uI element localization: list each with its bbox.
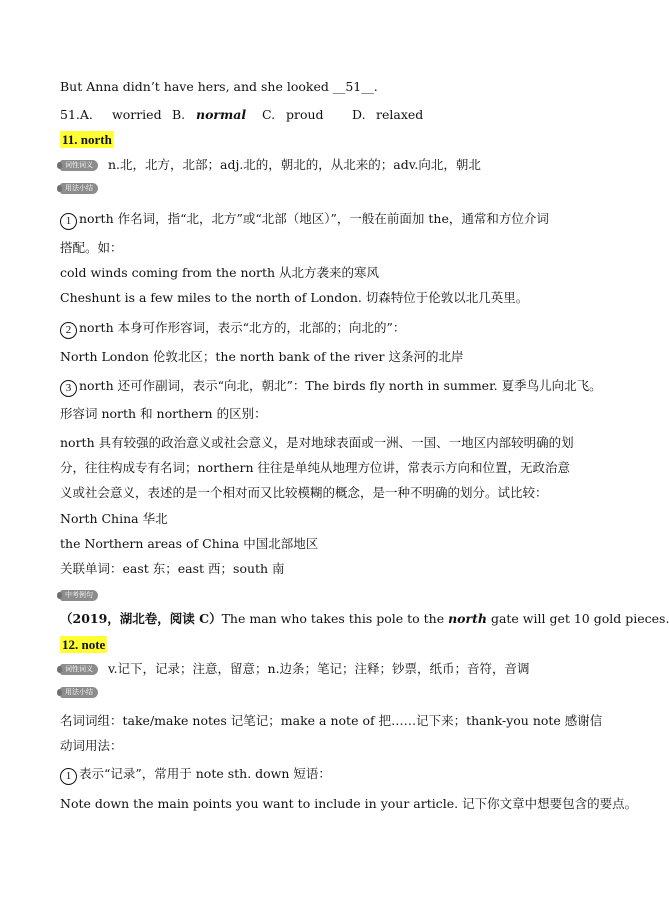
- exam-text-post: gate will get 10 gold pieces.: [486, 611, 669, 626]
- example-line: North China 华北: [60, 511, 168, 526]
- exam-badge-row: [60, 586, 98, 604]
- entry-heading-note: [60, 636, 107, 654]
- usage-1-text: 表示“记录”，常用于 note sth. down 短语：: [79, 766, 331, 781]
- usage-3-text: north 还可作副词，表示“向北，朝北”：The birds fly north in summer. 夏季鸟儿向北飞。: [79, 378, 602, 393]
- meaning-text: n.北，北方，北部；adj.北的，朝北的，从北来的；adv.向北，朝北: [107, 157, 481, 172]
- meaning-text: v.记下，记录；注意，留意；n.边条；笔记；注释；钞票，纸币；音符，音调: [107, 661, 530, 676]
- usage-2-text: north 本身可作形容词，表示“北方的，北部的；向北的”：: [79, 320, 406, 335]
- entry-heading-north: [60, 131, 114, 149]
- usage-badge: 用法小结: [60, 183, 98, 194]
- option-d-letter: D.: [352, 107, 366, 122]
- option-c-letter: C.: [262, 107, 276, 122]
- option-d: relaxed: [376, 107, 424, 122]
- difference-body: north 具有较强的政治意义或社会意义，是对地球表面或一洲、一国、一地区内部较明确的划分，往往构成专有名词；northern 往往是单纯从地理方位讲，常表示方向和位置，无政治意义或社会意义，表述的是一个相对而又比较模糊的概念，是一种不明确的划分。试比较：: [60, 435, 574, 500]
- option-b: normal: [196, 107, 247, 122]
- meaning-row: [60, 660, 530, 678]
- usage-3: [60, 377, 602, 397]
- answer-options: [60, 106, 423, 124]
- option-number: 51.A.: [60, 107, 93, 122]
- exam-keyword: north: [448, 611, 487, 626]
- usage-badge-row: [60, 179, 98, 197]
- heading-highlight: 12. note: [62, 637, 106, 652]
- usage-1: [60, 765, 331, 785]
- exam-badge: 中考例句: [60, 590, 98, 601]
- usage-2: [60, 319, 405, 339]
- exam-source: （2019，湖北卷，阅读 C）: [60, 611, 222, 626]
- example-line: Note down the main points you want to include in your article. 记下你文章中想要包含的要点。: [60, 796, 638, 811]
- heading-highlight: 11. north: [62, 132, 112, 147]
- usage-1-text: north 作名词，指“北，北方”或“北部（地区）”，一般在前面加 the，通常和方位介词: [79, 211, 549, 226]
- option-b-letter: B.: [172, 107, 186, 122]
- exam-sentence: [60, 610, 669, 628]
- example-line: North London 伦敦北区；the north bank of the river 这条河的北岸: [60, 349, 464, 364]
- circled-number-1: 1: [60, 768, 77, 785]
- meaning-badge: 词性词义: [60, 160, 98, 171]
- verb-usage-title: 动词用法：: [60, 738, 123, 753]
- usage-badge-row: [60, 683, 98, 701]
- example-line: the Northern areas of China 中国北部地区: [60, 536, 319, 551]
- usage-badge: 用法小结: [60, 687, 98, 698]
- option-a: worried: [112, 107, 162, 122]
- exam-text-pre: The man who takes this pole to the: [221, 611, 449, 626]
- example-line: cold winds coming from the north 从北方袭来的寒风: [60, 265, 380, 280]
- usage-1-cont: 搭配。如：: [60, 240, 123, 255]
- meaning-badge: 词性词义: [60, 664, 98, 675]
- meaning-row: [60, 156, 481, 174]
- option-c: proud: [286, 107, 324, 122]
- example-line: Cheshunt is a few miles to the north of London. 切森特位于伦敦以北几英里。: [60, 290, 529, 305]
- usage-1: [60, 210, 549, 230]
- circled-number-3: 3: [60, 380, 77, 397]
- difference-title: 形容词 north 和 northern 的区别：: [60, 406, 267, 421]
- noun-phrases: 名词词组：take/make notes 记笔记；make a note of 把……记下来；thank-you note 感谢信: [60, 713, 603, 728]
- circled-number-1: 1: [60, 213, 77, 230]
- circled-number-2: 2: [60, 322, 77, 339]
- related-words: 关联单词：east 东；east 西；south 南: [60, 561, 285, 576]
- question-stem: But Anna didn’t have hers, and she looked __51__.: [60, 79, 378, 94]
